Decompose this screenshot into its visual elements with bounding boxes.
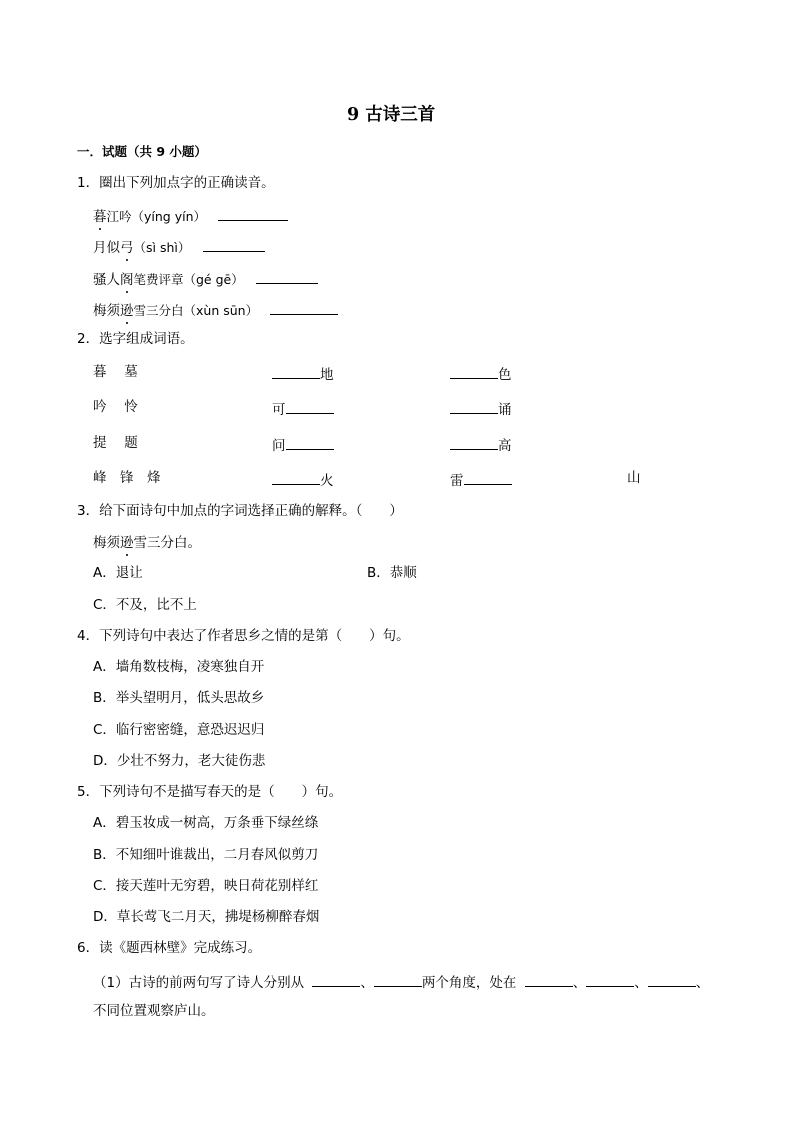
q4-option-c[interactable]: C．临行密密缝，意恐迟迟归 [93,722,265,738]
dotted-char: 逊 [120,535,134,551]
q2-row-1-b: 色 [450,366,512,383]
answer-blank[interactable] [525,974,573,987]
answer-blank[interactable] [648,974,696,987]
answer-blank[interactable] [450,437,498,450]
q4-option-d[interactable]: D．少壮不努力，老大徒伤悲 [93,753,266,769]
q4-option-b[interactable]: B．举头望明月，低头思故乡 [93,690,265,706]
answer-blank[interactable] [272,472,320,485]
q4-stem: 4．下列诗句中表达了作者思乡之情的是第（ ）句。 [77,628,410,644]
q1-item-2: 月似弓（sì shì） [93,239,265,256]
answer-blank[interactable] [586,974,634,987]
dotted-char: 阁 [120,272,134,288]
q2-stem: 2．选字组成词语。 [77,331,194,347]
q2-row-2-chars: 吟 怜 [93,399,138,415]
q2-row-3-b: 高 [450,437,512,454]
q2-row-2-b: 诵 [450,401,512,418]
q5-stem: 5．下列诗句不是描写春天的是（ ）句。 [77,784,343,800]
q5-option-a[interactable]: A．碧玉妆成一树高，万条垂下绿丝绦 [93,815,319,831]
q3-option-c[interactable]: C．不及，比不上 [93,597,197,613]
q4-option-a[interactable]: A．墙角数枝梅，凌寒独自开 [93,659,265,675]
answer-blank[interactable] [374,974,422,987]
dotted-char: 弓 [120,240,134,256]
q2-row-1-a: 地 [272,366,334,383]
q1-item-3: 骚人阁笔费评章（gé gē） [93,271,318,288]
answer-blank[interactable] [450,401,498,414]
answer-blank[interactable] [450,366,498,379]
q5-option-c[interactable]: C．接天莲叶无穷碧，映日荷花别样红 [93,878,319,894]
answer-blank[interactable] [270,302,338,315]
q3-stem: 3．给下面诗句中加点的字词选择正确的解释。（ ） [77,503,403,519]
answer-blank[interactable] [218,208,288,221]
q6-sub1-line1: （1）古诗的前两句写了诗人分别从 、 两个角度，处在 、 、 、 [93,975,710,991]
q2-row-3-chars: 提 题 [93,435,138,451]
q3-option-b[interactable]: B．恭顺 [367,565,417,581]
q3-poem-line: 梅须逊雪三分白。 [93,535,201,551]
answer-blank[interactable] [286,401,334,414]
q1-stem: 1．圈出下列加点字的正确读音。 [77,175,275,191]
q2-row-4-b: 雷 [450,472,512,489]
answer-blank[interactable] [464,472,512,485]
q2-row-1-chars: 暮 墓 [93,364,138,380]
q2-row-2-a: 可 [272,401,334,418]
q6-sub1-line2: 不同位置观察庐山。 [93,1003,215,1019]
q1-item-4: 梅须逊雪三分白（xùn sūn） [93,302,338,319]
dotted-char: 逊 [120,303,134,319]
q1-item-1: 暮江吟（yíng yín） [93,208,288,225]
page-title: 9 古诗三首 [347,105,436,125]
q5-option-d[interactable]: D．草长莺飞二月天，拂堤杨柳醉春烟 [93,909,320,925]
q2-row-4-chars: 峰 锋 烽 [93,470,161,486]
section-heading: 一．试题（共 9 小题） [77,144,207,159]
q5-option-b[interactable]: B．不知细叶谁裁出，二月春风似剪刀 [93,847,319,863]
q2-row-4-a: 火 [272,472,334,489]
q2-row-3-a: 问 [272,437,334,454]
answer-blank[interactable] [286,437,334,450]
dotted-char: 暮 [93,209,107,225]
answer-blank[interactable] [256,271,318,284]
q3-option-a[interactable]: A．退让 [93,565,143,581]
q6-stem: 6．读《题西林壁》完成练习。 [77,940,262,956]
q2-row-4-c: 山 [627,470,641,486]
answer-blank[interactable] [203,239,265,252]
answer-blank[interactable] [312,974,360,987]
answer-blank[interactable] [272,366,320,379]
